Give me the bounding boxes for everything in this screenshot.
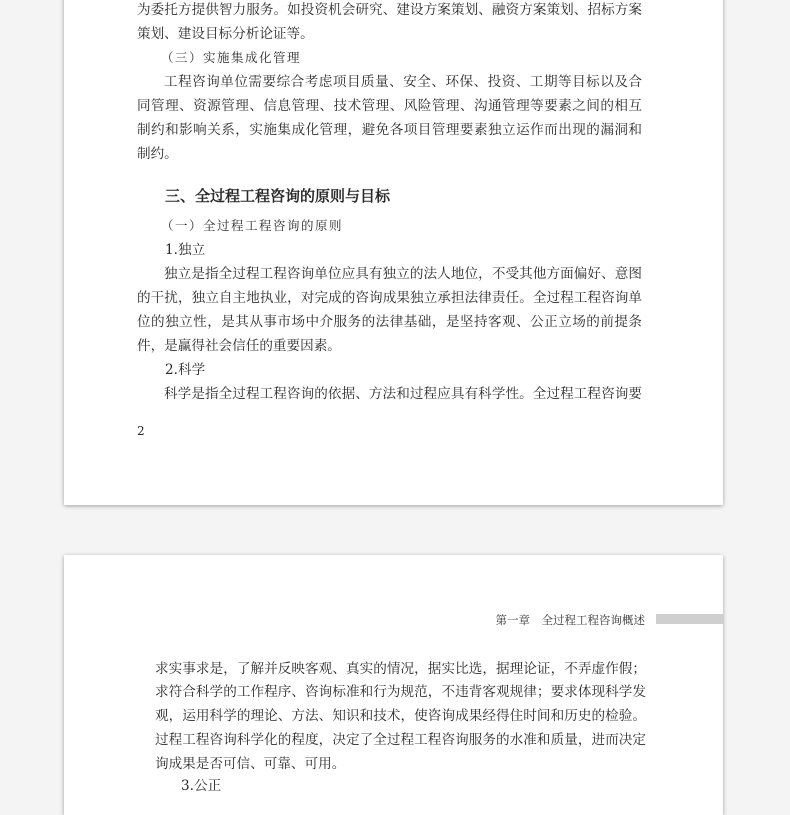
body-text-line: 件，是赢得社会信任的重要因素。 (137, 338, 341, 354)
running-header: 第一章 全过程工程咨询概述 (495, 613, 645, 627)
header-bar (656, 614, 723, 624)
document-page-2 (64, 0, 723, 505)
body-text-line: 求实事求是，了解并反映客观、真实的情况，据实比选，据理论证，不弄虚作假； (155, 661, 646, 677)
body-text-line: 制约。 (137, 146, 178, 162)
body-text-line: 策划、建设目标分析论证等。 (137, 26, 314, 42)
body-text-line: 求符合科学的工作程序、咨询标准和行为规范，不违背客观规律；要求体现科学发 (155, 684, 646, 700)
section-heading: 三、全过程工程咨询的原则与目标 (165, 187, 391, 205)
page-number: 2 (137, 424, 145, 438)
body-text-line: 的干扰，独立自主地执业，对完成的咨询成果独立承担法律责任。全过程工程咨询单 (137, 290, 642, 306)
item-heading: 1.独立 (165, 242, 206, 258)
body-text-line: 科学是指全过程工程咨询的依据、方法和过程应具有科学性。全过程工程咨询要 (164, 386, 642, 402)
item-heading: 3.公正 (181, 778, 222, 794)
body-text-line: 位的独立性，是其从事市场中介服务的法律基础，是坚持客观、公正立场的前提条 (137, 314, 642, 330)
subsection-heading: （一）全过程工程咨询的原则 (161, 218, 344, 233)
body-text-line: 为委托方提供智力服务。如投资机会研究、建设方案策划、融资方案策划、招标方案 (137, 2, 642, 18)
document-page-3 (64, 555, 723, 815)
subsection-heading: （三）实施集成化管理 (161, 50, 302, 65)
body-text-line: 观，运用科学的理论、方法、知识和技术，使咨询成果经得住时间和历史的检验。 (155, 708, 646, 724)
body-text-line: 询成果是否可信、可靠、可用。 (155, 756, 346, 772)
body-text-line: 制约和影响关系，实施集成化管理，避免各项目管理要素独立运作而出现的漏洞和 (137, 122, 642, 138)
body-text-line: 同管理、资源管理、信息管理、技术管理、风险管理、沟通管理等要素之间的相互 (137, 98, 642, 114)
item-heading: 2.科学 (165, 362, 206, 378)
body-text-line: 过程工程咨询科学化的程度，决定了全过程工程咨询服务的水准和质量，进而决定 (155, 732, 646, 748)
body-text-line: 独立是指全过程工程咨询单位应具有独立的法人地位，不受其他方面偏好、意图 (164, 266, 642, 282)
body-text-line: 工程咨询单位需要综合考虑项目质量、安全、环保、投资、工期等目标以及合 (164, 74, 642, 90)
